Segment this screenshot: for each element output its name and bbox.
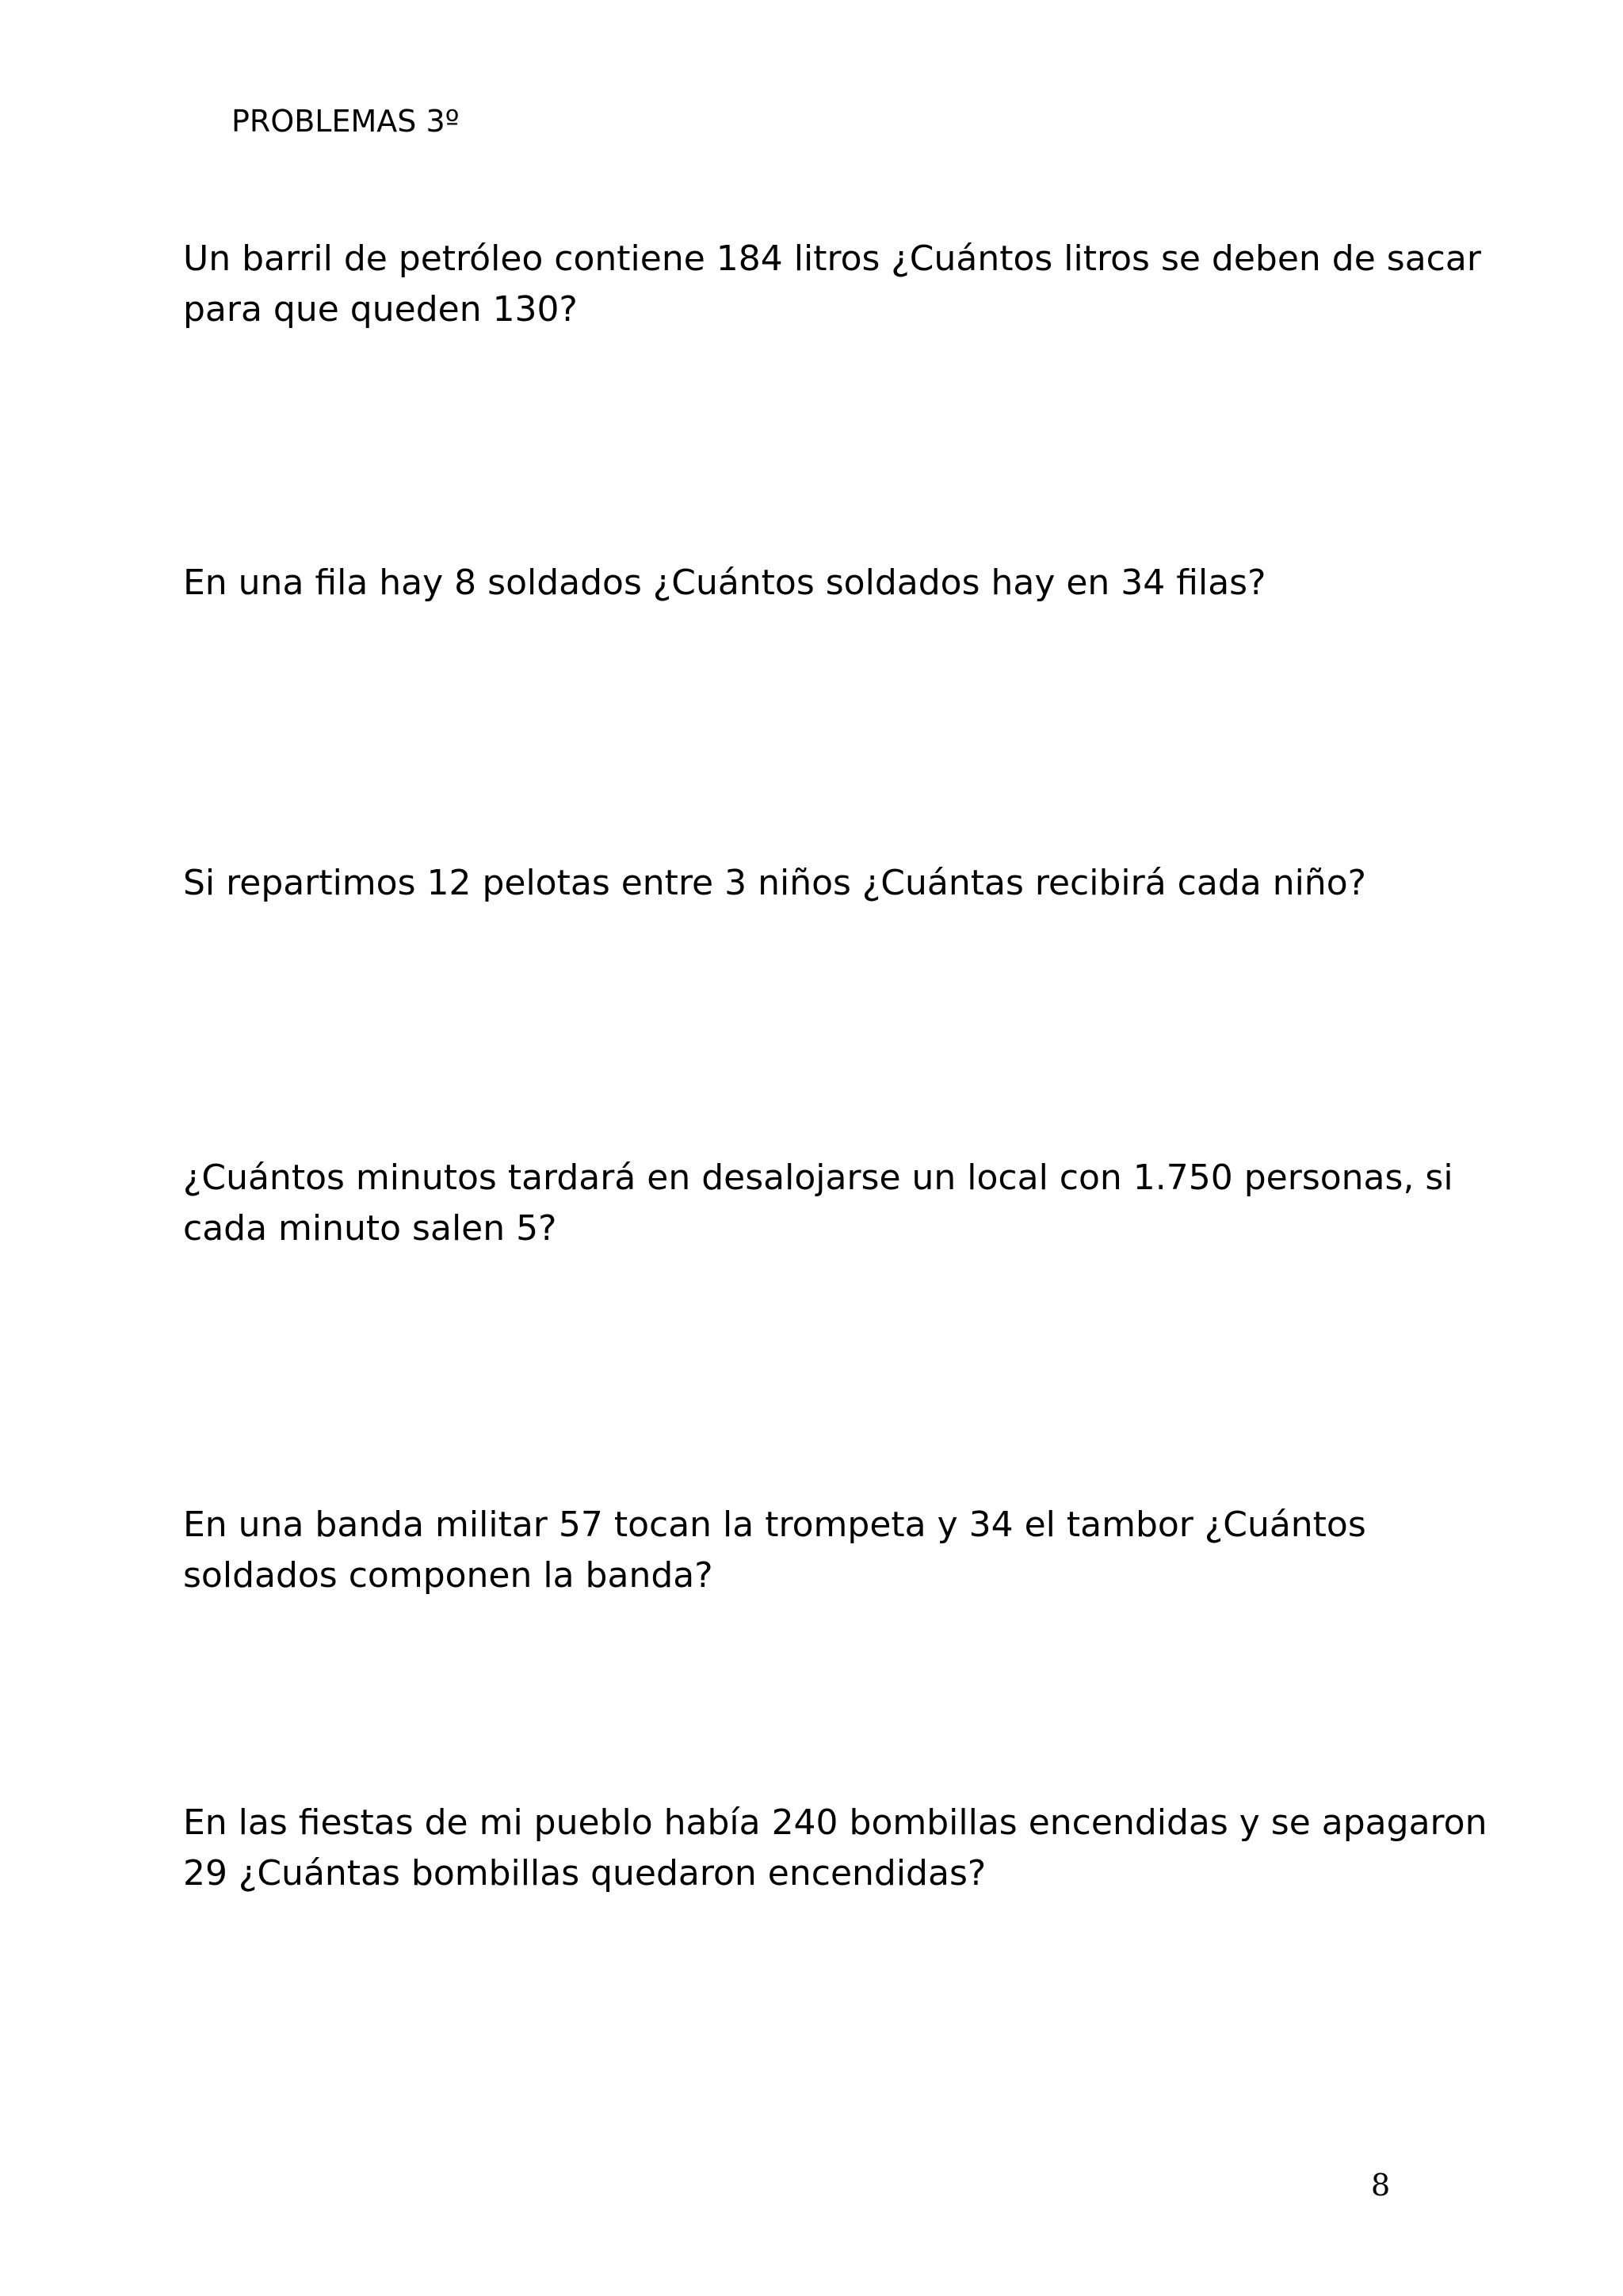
problem-5: En una banda militar 57 tocan la trompeta y 34 el tambor ¿Cuántos soldados componen la banda? xyxy=(183,1505,1366,1596)
problem-4: ¿Cuántos minutos tardará en desalojarse un local con 1.750 personas, si cada minuto salen 5? xyxy=(183,1158,1453,1249)
problem-6: En las fiestas de mi pueblo había 240 bombillas encendidas y se apagaron 29 ¿Cuántas bombillas quedaron encendidas? xyxy=(183,1802,1487,1894)
problem-3: Si repartimos 12 pelotas entre 3 niños ¿Cuántas recibirá cada niño? xyxy=(183,863,1366,903)
page-title: PROBLEMAS 3º xyxy=(231,104,460,139)
problem-2: En una fila hay 8 soldados ¿Cuántos soldados hay en 34 filas? xyxy=(183,563,1266,603)
problem-1: Un barril de petróleo contiene 184 litros ¿Cuántos litros se deben de sacar para que queden 130? xyxy=(183,238,1481,330)
page-number: 8 xyxy=(1371,2168,1391,2203)
